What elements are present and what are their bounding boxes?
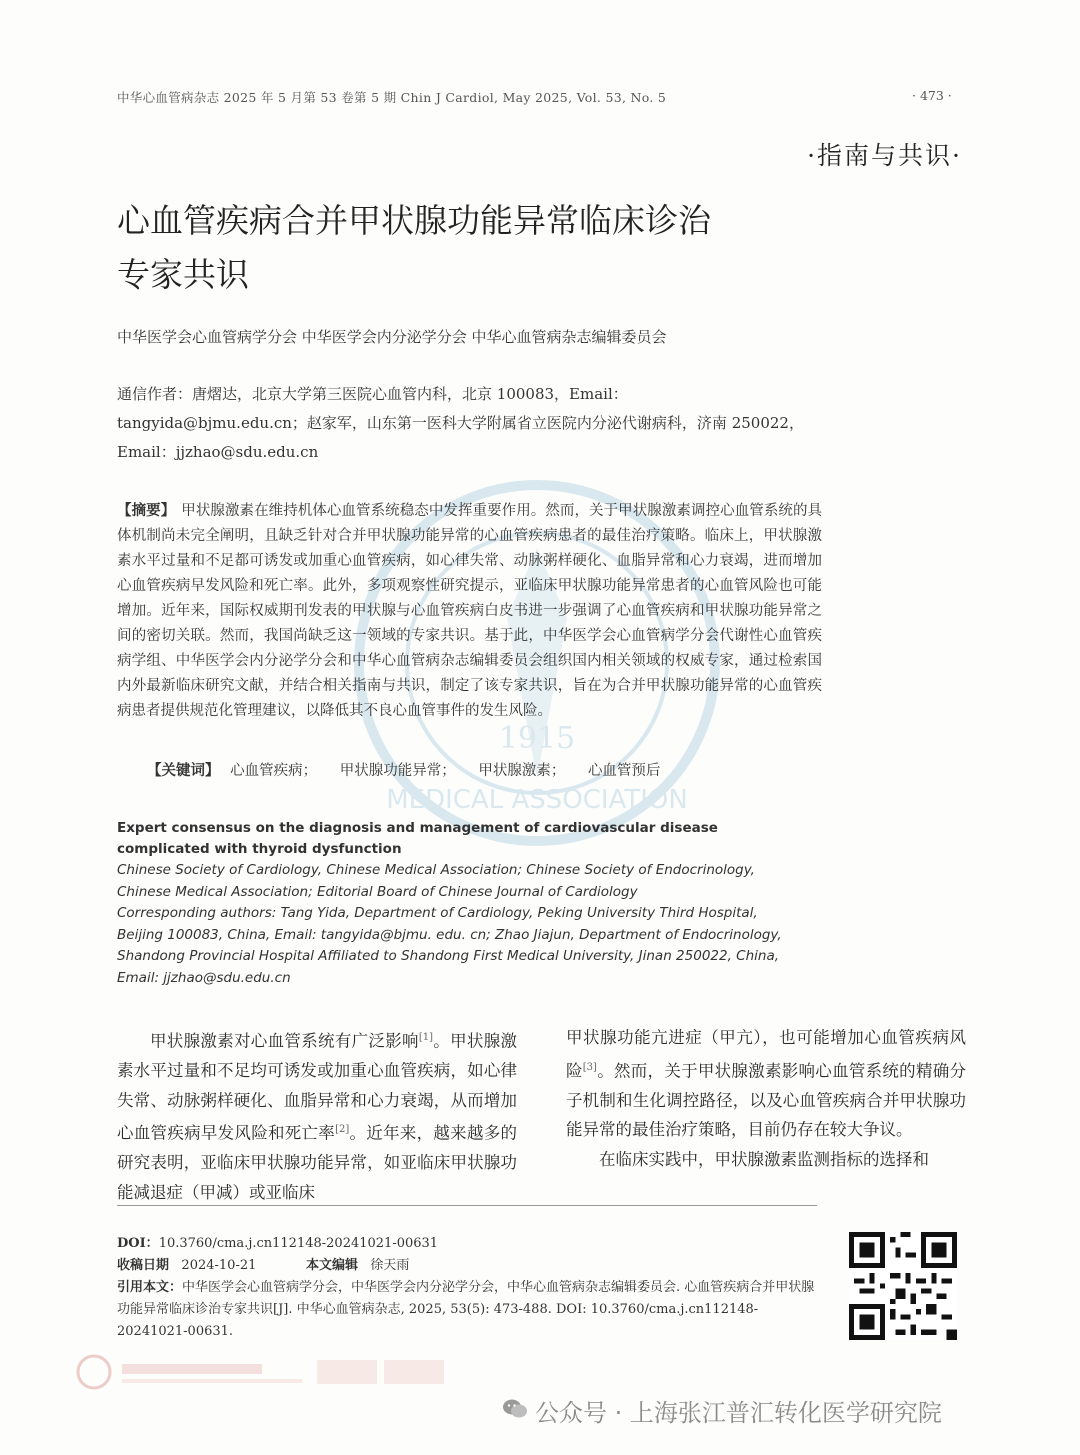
running-head: 中华心血管病杂志 2025 年 5 月第 53 卷第 5 期 Chin J Cardiol, May 2025, Vol. 53, No. 5 <box>117 90 667 105</box>
authors: 中华医学会心血管病学分会 中华医学会内分泌学分会 中华心血管病杂志编辑委员会 <box>117 328 667 346</box>
citation-ref: [1] <box>418 1032 433 1043</box>
article-title <box>117 194 837 302</box>
body-left-column <box>117 1023 517 1207</box>
title-line-1: 心血管疾病合并甲状腺功能异常临床诊治 <box>117 201 711 240</box>
body-text: 。甲状腺激素水平过量和不足均可诱发或加重心血管疾病，如心律失常、动脉粥样硬化、血脂异常和心力衰竭，从而增加心血管疾病早发风险和死亡率 <box>117 1031 518 1143</box>
wechat-icon <box>502 1396 528 1422</box>
body-paragraph <box>117 1023 517 1207</box>
page-number: · 473 · <box>912 88 952 103</box>
title-line-2: 专家共识 <box>117 255 249 294</box>
citation-ref: [2] <box>335 1124 350 1135</box>
publisher-logo-watermark <box>72 1352 472 1392</box>
keywords <box>147 758 837 784</box>
citation-label: 引用本文： <box>117 1280 183 1295</box>
body-text: 甲状腺功能亢进症（甲亢），也可能增加心血管疾病风险 <box>566 1028 966 1080</box>
english-title: Expert consensus on the diagnosis and management of cardiovascular disease complicated with thyroid dysfunction <box>117 820 718 857</box>
seal-text: MEDICAL ASSOCIATION <box>386 785 688 815</box>
body-right-column <box>566 1023 966 1174</box>
keywords-label: 【关键词】 <box>147 762 220 779</box>
citation-text: 中华医学会心血管病学分会，中华医学会内分泌学分会，中华心血管病杂志编辑委员会. 心血管疾病合并甲状腺功能异常临床诊治专家共识[J]. 中华心血管病杂志, 2025, 53(5): 473-488. DOI: 10.3760/cma.j.cn112148-20241021-00631. <box>117 1280 815 1339</box>
body-paragraph <box>566 1023 966 1145</box>
doi-label: DOI： <box>117 1236 159 1251</box>
editor-name: 徐天雨 <box>370 1258 410 1273</box>
body-paragraph: 在临床实践中，甲状腺激素监测指标的选择和 <box>599 1149 929 1169</box>
received-date: 2024-10-21 <box>181 1258 257 1273</box>
body-text: 。近年来，越来越多的研究表明，亚临床甲状腺功能异常，如亚临床甲状腺功能减退症（甲减）或亚临床 <box>117 1123 518 1202</box>
section-tag: ·指南与共识· <box>807 141 962 170</box>
keyword: 心血管疾病； <box>230 763 318 779</box>
keyword: 甲状腺激素； <box>478 763 566 779</box>
english-authors: Chinese Society of Cardiology, Chinese Medical Association; Chinese Society of Endocrinology, Chinese Medical Association; Editorial Board of Chinese Journal of Cardiology <box>117 862 755 900</box>
abstract <box>117 498 822 724</box>
english-corresponding: Corresponding authors: Tang Yida, Department of Cardiology, Peking University Third Hospital, Beijing 100083, China, Email: tangyida@bjmu. edu. cn; Zhao Jiajun, Department of Endocrinology, Shandong Provincial Hospital Affiliated to Shandong First Medical University, Jinan 250022, China, Email: jjzhao@sdu.edu.cn <box>117 905 782 986</box>
doi-value: 10.3760/cma.j.cn112148-20241021-00631 <box>158 1236 439 1251</box>
abstract-label: 【摘要】 <box>117 502 176 519</box>
received-label: 收稿日期 <box>117 1258 170 1273</box>
keyword: 心血管预后 <box>587 763 661 779</box>
english-abstract-header <box>117 818 807 989</box>
citation-ref: [3] <box>582 1061 597 1073</box>
editor-label: 本文编辑 <box>305 1258 358 1273</box>
received-line <box>117 1255 822 1277</box>
article-meta <box>117 1233 822 1343</box>
body-text: 。然而，关于甲状腺激素影响心血管系统的精确分子机制和生化调控路径，以及心血管疾病合并甲状腺功能异常的最佳治疗策略，目前仍存在较大争议。 <box>566 1061 967 1139</box>
corresponding-authors: 通信作者：唐熠达，北京大学第三医院心血管内科，北京 100083，Email：tangyida@bjmu.edu.cn；赵家军，山东第一医科大学附属省立医院内分泌代谢病科，济南 250022，Email：jjzhao@sdu.edu.cn <box>117 385 804 461</box>
citation-line <box>117 1277 822 1343</box>
qr-code[interactable] <box>849 1232 957 1340</box>
keyword: 甲状腺功能异常； <box>339 763 456 779</box>
abstract-text: 甲状腺激素在维持机体心血管系统稳态中发挥重要作用。然而，关于甲状腺激素调控心血管系统的具体机制尚未完全阐明，且缺乏针对合并甲状腺功能异常的心血管疾病患者的最佳治疗策略。临床上，甲状腺激素水平过量和不足都可诱发或加重心血管疾病，如心律失常、动脉粥样硬化、血脂异常和心力衰竭，进而增加心血管疾病早发风险和死亡率。此外，多项观察性研究提示，亚临床甲状腺功能异常患者的心血管风险也可能增加。近年来，国际权威期刊发表的甲状腺与心血管疾病白皮书进一步强调了心血管疾病和甲状腺功能异常之间的密切关联。然而，我国尚缺乏这一领域的专家共识。基于此，中华医学会心血管病学分会代谢性心血管疾病学组、中华医学会内分泌学分会和中华心血管病杂志编辑委员会组织国内相关领域的权威专家，通过检索国内外最新临床研究文献，并结合相关指南与共识，制定了该专家共识，旨在为合并甲状腺功能异常的心血管疾病患者提供规范化管理建议，以降低其不良心血管事件的发生风险。 <box>117 503 823 719</box>
footnote-divider <box>117 1205 817 1206</box>
doi-line <box>117 1233 822 1255</box>
footer-watermark: 公众号 · 上海张江普汇转化医学研究院 <box>535 1399 942 1427</box>
seal-year: 1915 <box>498 721 576 756</box>
body-text: 甲状腺激素对心血管系统有广泛影响 <box>150 1031 419 1051</box>
